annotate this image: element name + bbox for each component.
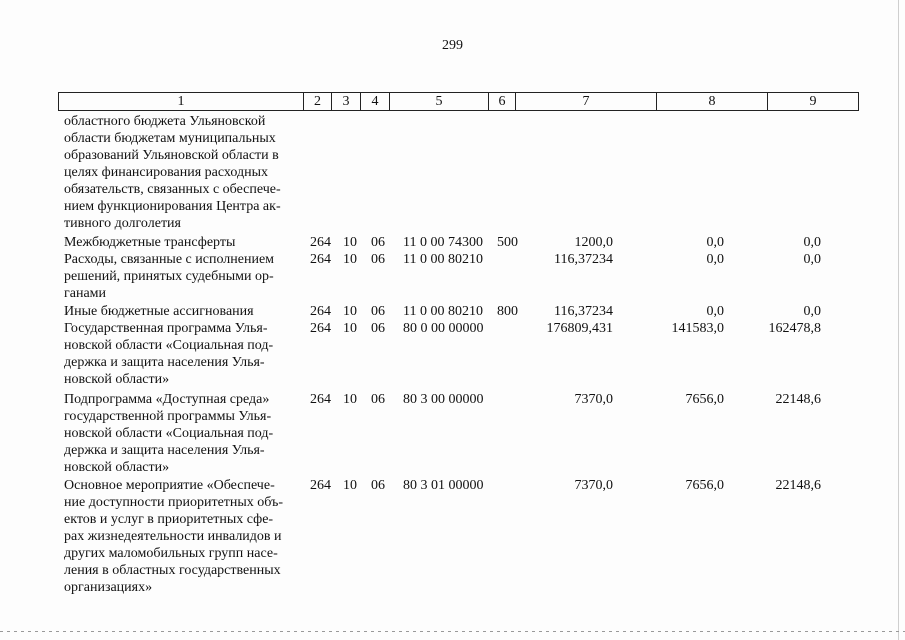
cell-amount-col7: 176809,431	[546, 321, 613, 336]
row-name-cell	[64, 391, 298, 476]
cell-amount-col7: 116,37234	[554, 304, 613, 319]
header-col-8: 8	[657, 93, 768, 111]
row-name-line: нием функционирования Центра ак-	[64, 199, 281, 214]
row-name-line: ления в областных государственных	[64, 563, 281, 578]
cell-target-article: 80 0 00 00000	[403, 321, 484, 336]
column-header-table	[58, 92, 859, 111]
row-name-cell	[64, 113, 298, 232]
cell-amount-col8: 0,0	[706, 304, 724, 319]
cell-ministry: 264	[310, 252, 331, 267]
cell-amount-col7: 1200,0	[574, 235, 613, 250]
column-header-row	[59, 93, 859, 111]
header-col-6: 6	[489, 93, 516, 111]
row-name-line: организациях»	[64, 580, 153, 595]
header-col-4: 4	[361, 93, 390, 111]
header-col-9: 9	[768, 93, 859, 111]
row-name-cell	[64, 303, 298, 320]
cell-target-article: 11 0 00 74300	[403, 235, 483, 250]
header-col-2: 2	[304, 93, 332, 111]
row-name-line: Государственная программа Улья-	[64, 321, 268, 336]
row-name-line: новской области «Социальная под-	[64, 338, 274, 353]
cell-subsection: 06	[371, 478, 385, 493]
cell-amount-col7: 116,37234	[554, 252, 613, 267]
row-name-line: Межбюджетные трансферты	[64, 235, 236, 250]
cell-ministry: 264	[310, 478, 331, 493]
row-name-line: Иные бюджетные ассигнования	[64, 304, 254, 319]
row-name-cell	[64, 477, 298, 596]
row-name-line: новской области»	[64, 372, 170, 387]
cell-target-article: 80 3 00 00000	[403, 392, 484, 407]
cell-section: 10	[343, 235, 357, 250]
cell-amount-col9: 0,0	[803, 235, 821, 250]
cell-expense-type: 800	[497, 304, 518, 319]
cell-amount-col7: 7370,0	[574, 478, 613, 493]
row-name-line: Подпрограмма «Доступная среда»	[64, 392, 270, 407]
cell-subsection: 06	[371, 235, 385, 250]
cell-amount-col9: 22148,6	[775, 392, 821, 407]
cell-amount-col9: 22148,6	[775, 478, 821, 493]
row-name-line: решений, принятых судебными ор-	[64, 269, 274, 284]
header-col-7: 7	[516, 93, 657, 111]
page-number: 299	[442, 38, 463, 53]
row-name-line: рах жизнедеятельности инвалидов и	[64, 529, 282, 544]
cell-ministry: 264	[310, 392, 331, 407]
cell-amount-col8: 0,0	[706, 235, 724, 250]
row-name-cell	[64, 234, 298, 251]
row-name-line: Расходы, связанные с исполнением	[64, 252, 275, 267]
cell-section: 10	[343, 321, 357, 336]
page-edge-right	[898, 0, 899, 640]
cell-ministry: 264	[310, 321, 331, 336]
cell-ministry: 264	[310, 304, 331, 319]
header-col-3: 3	[332, 93, 361, 111]
row-name-line: новской области»	[64, 460, 170, 475]
row-name-line: других маломобильных групп насе-	[64, 546, 278, 561]
row-name-line: Основное мероприятие «Обеспече-	[64, 478, 275, 493]
row-name-line: целях финансирования расходных	[64, 165, 268, 180]
cell-amount-col9: 0,0	[803, 252, 821, 267]
cell-amount-col8: 0,0	[706, 252, 724, 267]
row-name-line: обязательств, связанных с обеспече-	[64, 182, 281, 197]
row-name-line: государственной программы Улья-	[64, 409, 272, 424]
cell-amount-col8: 7656,0	[685, 478, 724, 493]
header-col-1: 1	[59, 93, 304, 111]
row-name-line: держка и защита населения Улья-	[64, 443, 265, 458]
cell-subsection: 06	[371, 321, 385, 336]
cell-amount-col8: 7656,0	[685, 392, 724, 407]
cell-section: 10	[343, 252, 357, 267]
row-name-cell	[64, 251, 298, 302]
row-name-line: тивного долголетия	[64, 216, 181, 231]
cell-target-article: 11 0 00 80210	[403, 252, 483, 267]
cell-amount-col9: 0,0	[803, 304, 821, 319]
cell-subsection: 06	[371, 252, 385, 267]
row-name-line: новской области «Социальная под-	[64, 426, 274, 441]
row-name-line: образований Ульяновской области в	[64, 148, 279, 163]
cell-section: 10	[343, 304, 357, 319]
row-name-line: области бюджетам муниципальных	[64, 131, 276, 146]
cell-target-article: 11 0 00 80210	[403, 304, 483, 319]
cell-expense-type: 500	[497, 235, 518, 250]
cell-section: 10	[343, 478, 357, 493]
page-edge-bottom	[0, 631, 905, 632]
cell-section: 10	[343, 392, 357, 407]
row-name-line: ектов и услуг в приоритетных сфе-	[64, 512, 274, 527]
row-name-line: ние доступности приоритетных объ-	[64, 495, 283, 510]
cell-subsection: 06	[371, 392, 385, 407]
row-name-line: областного бюджета Ульяновской	[64, 114, 266, 129]
header-col-5: 5	[390, 93, 489, 111]
cell-subsection: 06	[371, 304, 385, 319]
row-name-line: ганами	[64, 286, 107, 301]
cell-amount-col9: 162478,8	[768, 321, 821, 336]
cell-amount-col7: 7370,0	[574, 392, 613, 407]
cell-ministry: 264	[310, 235, 331, 250]
cell-target-article: 80 3 01 00000	[403, 478, 484, 493]
row-name-cell	[64, 320, 298, 388]
cell-amount-col8: 141583,0	[671, 321, 724, 336]
row-name-line: держка и защита населения Улья-	[64, 355, 265, 370]
